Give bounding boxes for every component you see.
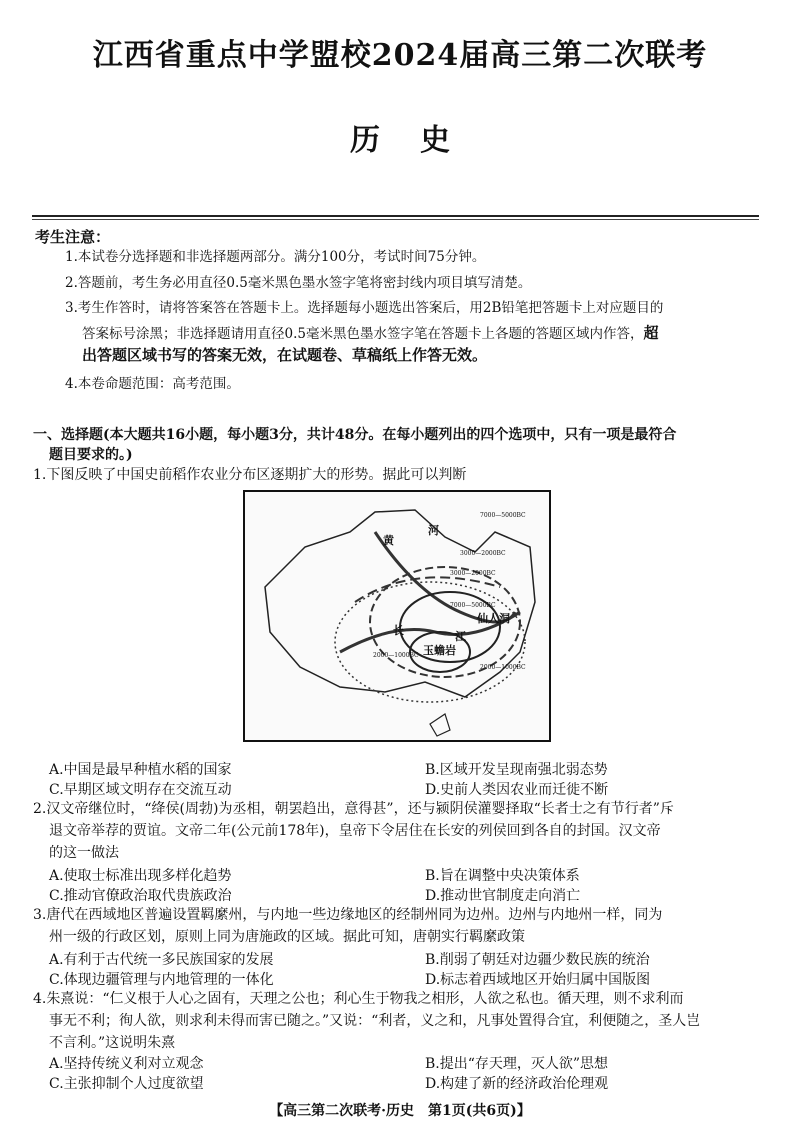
header-divider-thin <box>32 219 759 220</box>
question-2-stem-1: 2.汉文帝继位时，“绛侯(周勃)为丞相，朝罢趋出，意得甚”，还与颍阴侯灌婴择取“长者士之有节行者”斥 <box>33 801 674 817</box>
subject-title: 历史 <box>350 123 490 158</box>
map-label-he: 河 <box>428 524 439 537</box>
page-footer: 【高三第二次联考·历史 第1页(共6页)】 <box>269 1103 531 1119</box>
notice-item-3-line2: 答案标号涂黑；非选择题请用直径0.5毫米黑色墨水签字笔在答题卡上各题的答题区域内作答， <box>82 326 644 342</box>
q3-option-c: C.体现边疆管理与内地管理的一体化 <box>49 972 274 988</box>
q1-option-a: A.中国是最早种植水稻的国家 <box>49 762 232 778</box>
map-date-1: 7000—5000BC <box>480 512 526 519</box>
map-label-chang: 长 <box>393 624 404 637</box>
map-label-huang: 黄 <box>383 534 394 547</box>
q1-option-d: D.史前人类因农业而迁徙不断 <box>425 782 609 798</box>
question-2-stem-3: 的这一做法 <box>49 845 119 861</box>
q4-option-a: A.坚持传统义利对立观念 <box>49 1056 204 1072</box>
notice-item-4: 4.本卷命题范围：高考范围。 <box>65 376 240 392</box>
q3-option-a: A.有利于古代统一多民族国家的发展 <box>49 952 274 968</box>
question-1-stem: 1.下图反映了中国史前稻作农业分布区逐期扩大的形势。据此可以判断 <box>33 467 467 483</box>
map-date-2: 3000—2000BC <box>460 550 506 557</box>
map-date-5: 2000—1000BC <box>373 652 419 659</box>
q1-option-b: B.区域开发呈现南强北弱态势 <box>425 762 608 778</box>
question-4-stem-3: 不言利。”这说明朱熹 <box>49 1035 176 1051</box>
notice-heading: 考生注意： <box>35 228 111 246</box>
map-date-4: 7000—5000BC <box>450 602 496 609</box>
question-3-stem-1: 3.唐代在西域地区普遍设置羁縻州，与内地一些边缘地区的经制州同为边州。边州与内地州一样，同为 <box>33 907 663 923</box>
map-label-xianrendong: 仙人洞 <box>477 612 510 625</box>
q4-option-b: B.提出“存天理，灭人欲”思想 <box>425 1056 609 1072</box>
section-heading-cont: 题目要求的。) <box>49 447 133 463</box>
question-3-stem-2: 州一级的行政区划，原则上同为唐施政的区域。据此可知，唐朝实行羁縻政策 <box>49 929 525 945</box>
map-label-jiang: 江 <box>455 630 466 643</box>
q2-option-d: D.推动世官制度走向消亡 <box>425 888 581 904</box>
q3-option-d: D.标志着西域地区开始归属中国版图 <box>425 972 651 988</box>
notice-item-3-cont <box>82 324 658 343</box>
notice-item-3: 3.考生作答时，请将答案答在答题卡上。选择题每小题选出答案后，用2B铅笔把答题卡上对应题目的 <box>65 300 664 316</box>
question-4-stem-1: 4.朱熹说：“仁义根于人心之固有，天理之公也；利心生于物我之相形，人欲之私也。循天理，则不求利而 <box>33 991 684 1007</box>
notice-item-2: 2.答题前，考生务必用直径0.5毫米黑色墨水签字笔将密封线内项目填写清楚。 <box>65 275 532 291</box>
rice-farming-map <box>243 490 551 742</box>
q2-option-b: B.旨在调整中央决策体系 <box>425 868 580 884</box>
header-divider <box>32 215 759 217</box>
q1-option-c: C.早期区域文明存在交流互动 <box>49 782 232 798</box>
map-date-3: 3000—2000BC <box>450 570 496 577</box>
notice-emphasis-start: 超 <box>643 324 659 342</box>
notice-emphasis-line: 出答题区域书写的答案无效，在试题卷、草稿纸上作答无效。 <box>82 346 488 364</box>
q3-option-b: B.削弱了朝廷对边疆少数民族的统治 <box>425 952 650 968</box>
q2-option-c: C.推动官僚政治取代贵族政治 <box>49 888 232 904</box>
q2-option-a: A.使取士标准出现多样化趋势 <box>49 868 232 884</box>
q4-option-c: C.主张抑制个人过度欲望 <box>49 1076 204 1092</box>
section-heading: 一、选择题(本大题共16小题，每小题3分，共计48分。在每小题列出的四个选项中，只有一项是最符合 <box>33 427 677 443</box>
question-4-stem-2: 事无不利；徇人欲，则求利未得而害已随之。”又说：“利者，义之和，凡事处置得合宜，利便随之，圣人岂 <box>49 1013 701 1029</box>
q4-option-d: D.构建了新的经济政治伦理观 <box>425 1076 609 1092</box>
notice-item-1: 1.本试卷分选择题和非选择题两部分。满分100分，考试时间75分钟。 <box>65 249 486 265</box>
question-2-stem-2: 退文帝举荐的贾谊。文帝二年(公元前178年)，皇帝下令居住在长安的列侯回到各自的封国。汉文帝 <box>49 823 661 839</box>
map-date-6: 2000—1000BC <box>480 664 526 671</box>
exam-title: 江西省重点中学盟校2024届高三第二次联考 <box>92 38 708 73</box>
map-label-yuchanyan: 玉蟾岩 <box>423 644 456 657</box>
